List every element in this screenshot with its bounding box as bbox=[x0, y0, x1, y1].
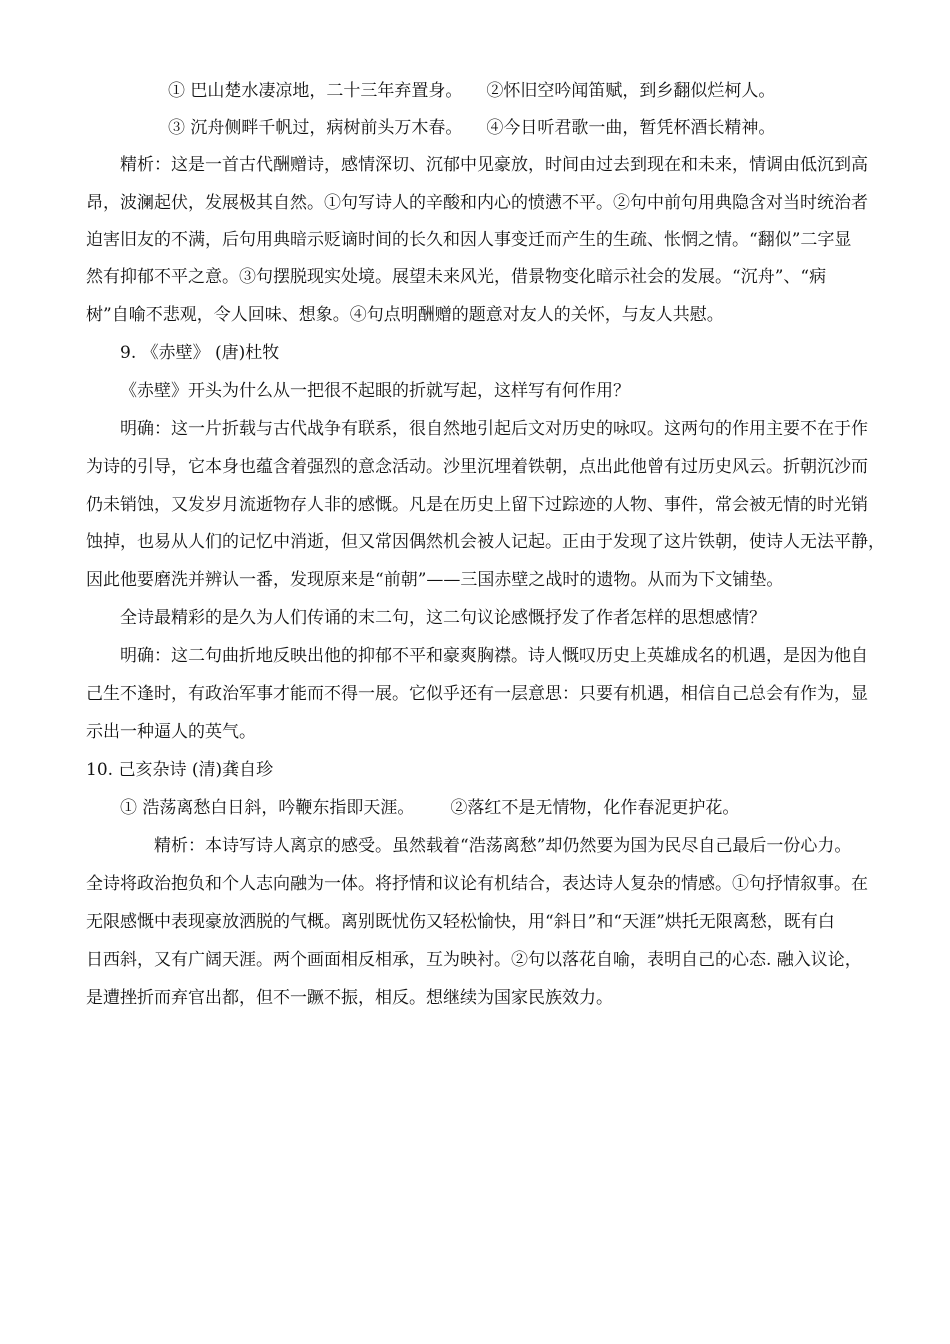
poem10-analysis-line: 无限感慨中表现豪放洒脱的气概。离别既忧伤又轻松愉快，用“斜日”和“天涯”烘托无限离愁，既有白 bbox=[86, 912, 835, 932]
poem9-answer2-line: 明确：这二句曲折地反映出他的抑郁不平和豪爽胸襟。诗人慨叹历史上英雄成名的机遇，是因为他自 bbox=[120, 646, 868, 666]
poem10-heading: 10. 己亥杂诗 (清)龚自珍 bbox=[86, 760, 274, 780]
poem9-question-1: 《赤壁》开头为什么从一把很不起眼的折就写起，这样写有何作用？ bbox=[120, 381, 630, 401]
poem10-analysis-line: 全诗将政治抱负和个人志向融为一体。将抒情和议论有机结合，表达诗人复杂的情感。①句抒情叙事。在 bbox=[86, 874, 868, 894]
poem8-analysis-line: 迫害旧友的不满，后句用典暗示贬谪时间的长久和因人事变迁而产生的生疏、怅惘之情。“翻似”二字显 bbox=[86, 230, 852, 250]
poem8-analysis-line: 树”自喻不悲观，令人回味、想象。④句点明酬赠的题意对友人的关怀，与友人共慰。 bbox=[86, 305, 724, 325]
poem9-answer1-line: 因此他要磨洗并辨认一番，发现原来是“前朝”——三国赤壁之战时的遗物。从而为下文铺垫。 bbox=[86, 570, 784, 590]
poem10-analysis-line: 是遭挫折而弃官出都，但不一蹶不振，相反。想继续为国家民族效力。 bbox=[86, 988, 613, 1008]
poem8-verse-3-4: ②怀旧空吟闻笛赋，到乡翻似烂柯人。 bbox=[486, 81, 776, 101]
poem9-answer1-line: 蚀掉，也易从人们的记忆中消逝，但又常因偶然机会被人记起。正由于发现了这片铁朝，使诗人无法平静， bbox=[86, 532, 885, 552]
poem8-analysis-line: 昂，波澜起伏，发展极其自然。①句写诗人的辛酸和内心的愤懑不平。②句中前句用典隐含对当时统治者 bbox=[86, 193, 868, 213]
poem10-verse-row bbox=[120, 797, 739, 819]
poem8-analysis-line: 然有抑郁不平之意。③句摆脱现实处境。展望未来风光，借景物变化暗示社会的发展。“沉舟”、“病 bbox=[86, 267, 827, 287]
poem8-verse-row-1 bbox=[168, 80, 775, 102]
poem8-verse-7-8: ④今日听君歌一曲，暂凭杯酒长精神。 bbox=[486, 118, 776, 138]
poem9-answer2-line: 己生不逢时，有政治军事才能而不得一展。它似乎还有一层意思：只要有机遇，相信自己总会有作为，显 bbox=[86, 684, 868, 704]
poem9-answer1-line: 仍未销蚀，又发岁月流逝物存人非的感慨。凡是在历史上留下过踪迹的人物、事件，常会被无情的时光销 bbox=[86, 495, 868, 515]
poem9-answer1-line: 为诗的引导，它本身也蕴含着强烈的意念活动。沙里沉埋着铁朝，点出此他曾有过历史风云。折朝沉沙而 bbox=[86, 457, 868, 477]
poem8-analysis-line: 精析：这是一首古代酬赠诗，感情深切、沉郁中见豪放，时间由过去到现在和未来，情调由低沉到高 bbox=[120, 155, 868, 175]
poem9-answer2-line: 示出一种逼人的英气。 bbox=[86, 722, 256, 742]
poem10-verse-1-2: ① 浩荡离愁白日斜，吟鞭东指即天涯。 bbox=[120, 798, 415, 818]
poem10-analysis-line: 精析：本诗写诗人离京的感受。虽然载着“浩荡离愁”却仍然要为国为民尽自己最后一份心力。 bbox=[154, 836, 852, 856]
poem9-question-2: 全诗最精彩的是久为人们传诵的末二句，这二句议论感慨抒发了作者怎样的思想感情？ bbox=[120, 608, 766, 628]
poem8-verse-5-6: ③ 沉舟侧畔千帆过，病树前头万木春。 bbox=[168, 118, 463, 138]
poem8-verse-row-2 bbox=[168, 117, 775, 139]
poem10-analysis-line: 日西斜，又有广阔天涯。两个画面相反相承，互为映衬。②句以落花自喻，表明自己的心态. 融入议论， bbox=[86, 950, 862, 970]
poem9-answer1-line: 明确：这一片折载与古代战争有联系，很自然地引起后文对历史的咏叹。这两句的作用主要不在于作 bbox=[120, 419, 868, 439]
poem9-heading: 9. 《赤壁》 (唐)杜牧 bbox=[120, 343, 280, 363]
poem8-verse-1-2: ① 巴山楚水凄凉地，二十三年弃置身。 bbox=[168, 81, 463, 101]
poem10-verse-3-4: ②落红不是无情物，化作春泥更护花。 bbox=[450, 798, 740, 818]
